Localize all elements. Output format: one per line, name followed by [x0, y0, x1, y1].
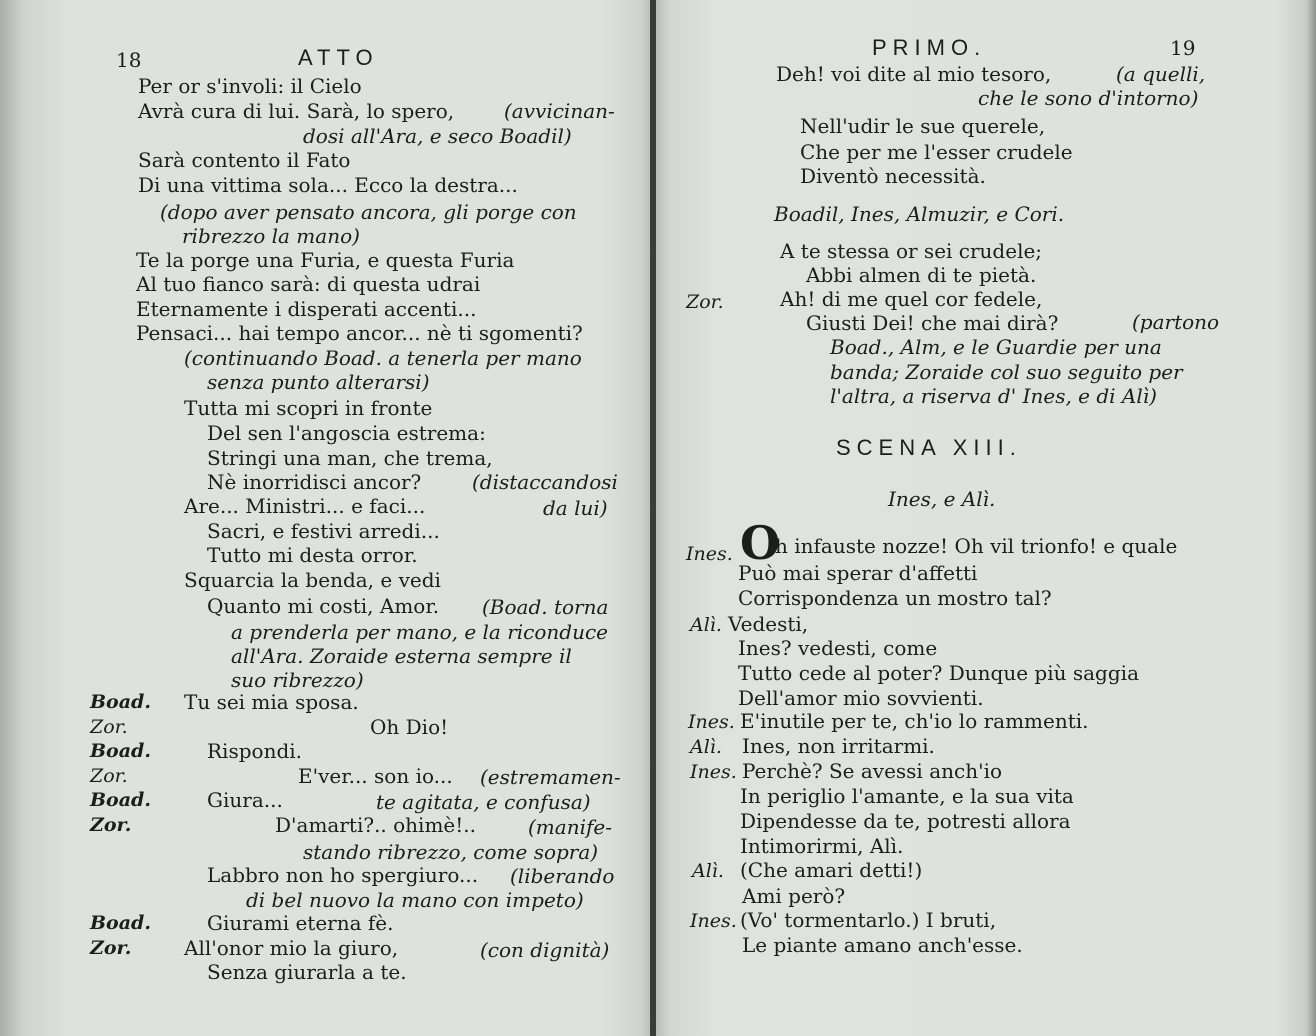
running-head: ATTO [298, 45, 379, 70]
stage-direction: (avvicinan- [504, 99, 615, 123]
dialogue-line: Giurami eterna fè. [207, 911, 394, 935]
dialogue-line: Senza giurarla a te. [207, 960, 407, 984]
stage-direction: (Boad. torna [482, 595, 609, 619]
stage-direction: di bel nuovo la mano con impeto) [246, 888, 584, 912]
text-line: Quanto mi costi, Amor. [207, 594, 440, 618]
dialogue-line: Giura... [207, 788, 283, 812]
text-line: Nè inorridisci ancor? [207, 470, 422, 494]
text-line: Deh! voi dite al mio tesoro, [776, 62, 1052, 86]
text-line: Abbi almen di te pietà. [806, 263, 1037, 287]
text-line: Squarcia la benda, e vedi [184, 568, 441, 592]
text-line: Diventò necessità. [800, 164, 986, 188]
text-line: Di una vittima sola... Ecco la destra... [138, 173, 518, 197]
stage-direction: (liberando [510, 864, 615, 888]
scene-characters: Ines, e Alì. [888, 487, 996, 511]
text-line: Tutto mi desta orror. [207, 543, 418, 567]
stage-direction: (distaccandosi [472, 470, 618, 494]
stage-direction: (continuando Boad. a tenerla per mano [184, 346, 582, 370]
text-line: Del sen l'angoscia estrema: [207, 421, 486, 445]
stage-direction: stando ribrezzo, come sopra) [303, 840, 599, 864]
stage-direction: (partono [1132, 310, 1220, 334]
text-line: Ah! di me quel cor fedele, [780, 287, 1043, 311]
speaker-label: Ines. [686, 543, 733, 565]
stage-direction: (con dignità) [480, 938, 610, 962]
stage-direction: senza punto alterarsi) [207, 370, 430, 394]
stage-direction: banda; Zoraide col suo seguito per [830, 360, 1183, 384]
dialogue-line: Ines, non irritarmi. [742, 734, 935, 758]
dialogue-line: D'amarti?.. ohimè!.. [275, 813, 477, 837]
text-line: Giusti Dei! che mai dirà? [806, 311, 1059, 335]
stage-direction: a prenderla per mano, e la riconduce [231, 620, 608, 644]
stage-direction: Boad., Alm, e le Guardie per una [830, 335, 1162, 359]
drop-cap: O [740, 516, 781, 570]
dialogue-line: Perchè? Se avessi anch'io [742, 759, 1003, 783]
stage-direction: (a quelli, [1116, 62, 1206, 86]
dialogue-line: Tutto cede al poter? Dunque più saggia [738, 661, 1139, 685]
text-line: Tutta mi scopri in fronte [184, 396, 433, 420]
speaker-label: Zor. [90, 765, 128, 787]
dialogue-line: In periglio l'amante, e la sua vita [740, 784, 1074, 808]
dialogue-line: (Vo' tormentarlo.) I bruti, [740, 908, 997, 932]
dialogue-line: E'ver... son io... [298, 764, 453, 788]
dialogue-line: Corrispondenza un mostro tal? [738, 586, 1052, 610]
text-line: Pensaci... hai tempo ancor... nè ti sgomenti? [136, 321, 583, 345]
text-line: Are... Ministri... e faci... [184, 494, 426, 518]
speaker-label: Alì. [690, 614, 722, 636]
dialogue-line: h infauste nozze! Oh vil trionfo! e quale [775, 534, 1178, 558]
dialogue-line: Tu sei mia sposa. [184, 690, 359, 714]
speaker-label: Alì. [690, 736, 722, 758]
dialogue-line: Intimorirmi, Alì. [740, 834, 904, 858]
page-number: 19 [1170, 36, 1196, 60]
text-line: Eternamente i disperati accenti... [136, 297, 477, 321]
dialogue-line: Labbro non ho spergiuro... [207, 863, 479, 887]
character-list: Boadil, Ines, Almuzir, e Cori. [774, 202, 1065, 226]
speaker-label: Zor. [686, 291, 724, 313]
stage-direction: dosi all'Ara, e seco Boadil) [303, 124, 572, 148]
stage-direction: te agitata, e confusa) [376, 790, 591, 814]
dialogue-line: Le piante amano anch'esse. [742, 933, 1023, 957]
stage-direction: da lui) [543, 496, 608, 520]
dialogue-line: E'inutile per te, ch'io lo rammenti. [740, 709, 1089, 733]
dialogue-line: Può mai sperar d'affetti [738, 561, 978, 585]
speaker-label: Ines. [690, 910, 737, 932]
text-line: Avrà cura di lui. Sarà, lo spero, [138, 99, 455, 123]
speaker-label: Ines. [690, 761, 737, 783]
text-line: A te stessa or sei crudele; [780, 239, 1043, 263]
speaker-label: Zor. [90, 814, 132, 836]
dialogue-line: Oh Dio! [370, 715, 449, 739]
stage-direction: all'Ara. Zoraide esterna sempre il [231, 644, 572, 668]
page-number: 18 [116, 48, 142, 72]
speaker-label: Ines. [688, 711, 735, 733]
dialogue-line: Dipendesse da te, potresti allora [740, 809, 1071, 833]
stage-direction: (manife- [528, 815, 612, 839]
speaker-label: Zor. [90, 937, 132, 959]
running-head: PRIMO. [872, 35, 987, 60]
dialogue-line: (Che amari detti!) [740, 858, 923, 882]
text-line: Che per me l'esser crudele [800, 140, 1073, 164]
stage-direction: (dopo aver pensato ancora, gli porge con [160, 200, 577, 224]
speaker-label: Boad. [90, 740, 151, 762]
speaker-label: Zor. [90, 716, 128, 738]
scene-heading: SCENA XIII. [836, 435, 1022, 460]
text-line: Per or s'involi: il Cielo [138, 74, 362, 98]
text-line: Te la porge una Furia, e questa Furia [136, 248, 515, 272]
text-line: Sarà contento il Fato [138, 148, 351, 172]
dialogue-line: Vedesti, [728, 612, 809, 636]
speaker-label: Boad. [90, 912, 151, 934]
stage-direction: (estremamen- [480, 765, 621, 789]
stage-direction: che le sono d'intorno) [978, 86, 1199, 110]
dialogue-line: Rispondi. [207, 739, 302, 763]
stage-direction: suo ribrezzo) [231, 668, 364, 692]
dialogue-line: All'onor mio la giuro, [184, 936, 399, 960]
dialogue-line: Dell'amor mio sovvienti. [738, 686, 984, 710]
speaker-label: Alì. [692, 860, 724, 882]
dialogue-line: Ines? vedesti, come [738, 636, 938, 660]
speaker-label: Boad. [90, 789, 151, 811]
left-page [0, 0, 652, 1036]
dialogue-line: Ami però? [742, 884, 846, 908]
text-line: Al tuo fianco sarà: di questa udrai [136, 272, 481, 296]
right-page [656, 0, 1316, 1036]
speaker-label: Boad. [90, 691, 151, 713]
text-line: Sacri, e festivi arredi... [207, 519, 440, 543]
stage-direction: l'altra, a riserva d' Ines, e di Alì) [830, 384, 1157, 408]
text-line: Stringi una man, che trema, [207, 446, 493, 470]
text-line: Nell'udir le sue querele, [800, 114, 1046, 138]
stage-direction: ribrezzo la mano) [182, 224, 360, 248]
